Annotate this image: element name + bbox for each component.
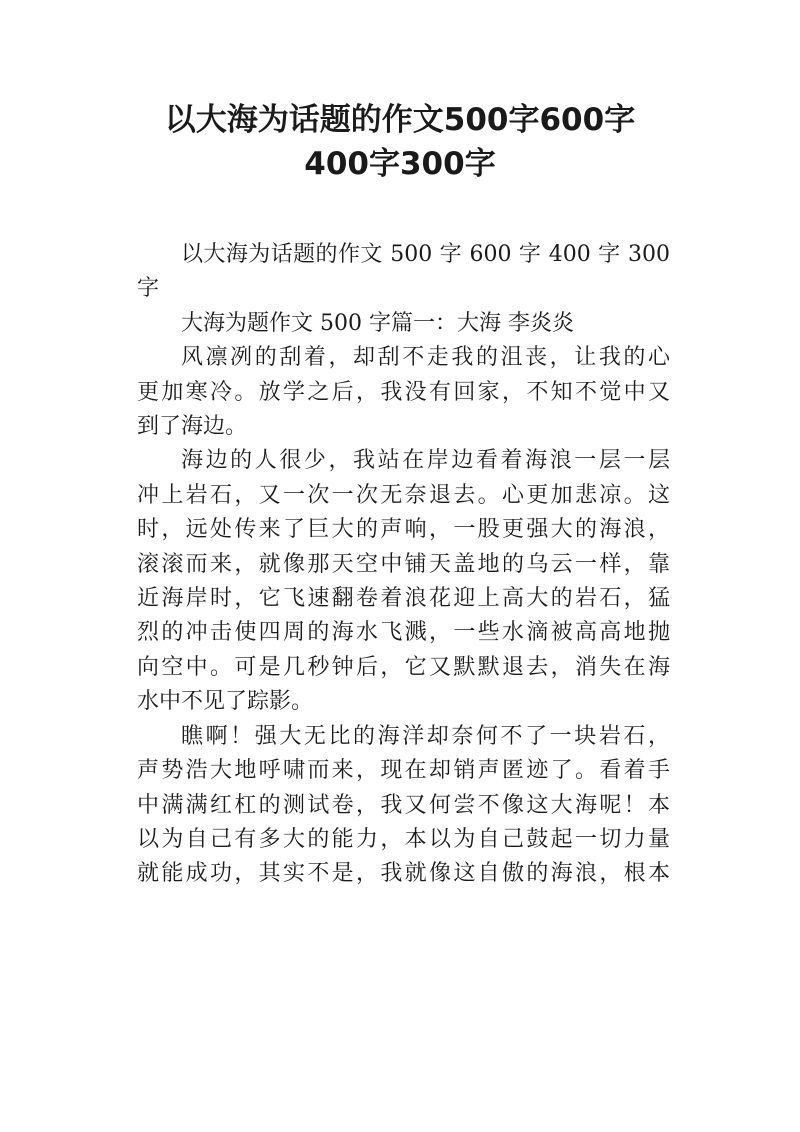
paragraph [137, 341, 670, 444]
text-line: 更加寒冷。放学之后，我没有回家，不知不觉中又 [137, 379, 670, 405]
text-line: 以大海为话题的作文 500 字 600 字 400 字 300 [181, 242, 670, 267]
text-line: 中满满红杠的测试卷，我又何尝不像这大海呢！本 [137, 792, 670, 818]
paragraph [137, 238, 670, 307]
text-line: 大海为题作文 500 字篇一：大海 李炎炎 [181, 310, 574, 336]
text-line: 风凛冽的刮着，却刮不走我的沮丧，让我的心 [181, 345, 670, 371]
document-body [137, 238, 670, 892]
text-line: 水中不见了踪影。 [137, 689, 314, 715]
text-line: 海边的人很少，我站在岸边看着海浪一层一层 [181, 448, 670, 474]
text-line: 冲上岩石，又一次一次无奈退去。心更加悲凉。这 [137, 482, 670, 508]
document-title-line-1: 以大海为话题的作文500字600字 [164, 102, 636, 138]
text-line: 向空中。可是几秒钟后，它又默默退去，消失在海 [137, 654, 670, 680]
text-line: 烈的冲击使四周的海水飞溅，一些水滴被高高地抛 [137, 620, 670, 646]
paragraph [137, 720, 670, 892]
text-line: 时，远处传来了巨大的声响，一股更强大的海浪， [137, 517, 670, 543]
text-line: 到了海边。 [137, 414, 248, 440]
text-line: 就能成功，其实不是，我就像这自傲的海浪，根本 [137, 861, 670, 887]
paragraph [137, 444, 670, 719]
text-line: 滚滚而来，就像那天空中铺天盖地的乌云一样，靠 [137, 551, 670, 577]
document-title-line-2: 400字300字 [304, 146, 496, 182]
text-line: 字 [137, 276, 160, 302]
text-line: 瞧啊！强大无比的海洋却奈何不了一块岩石， [181, 723, 670, 749]
paragraph [137, 307, 670, 341]
text-line: 以为自己有多大的能力，本以为自己鼓起一切力量 [137, 826, 670, 852]
text-line: 声势浩大地呼啸而来，现在却销声匿迹了。看着手 [137, 758, 670, 784]
text-line: 近海岸时，它飞速翻卷着浪花迎上高大的岩石，猛 [137, 586, 670, 612]
